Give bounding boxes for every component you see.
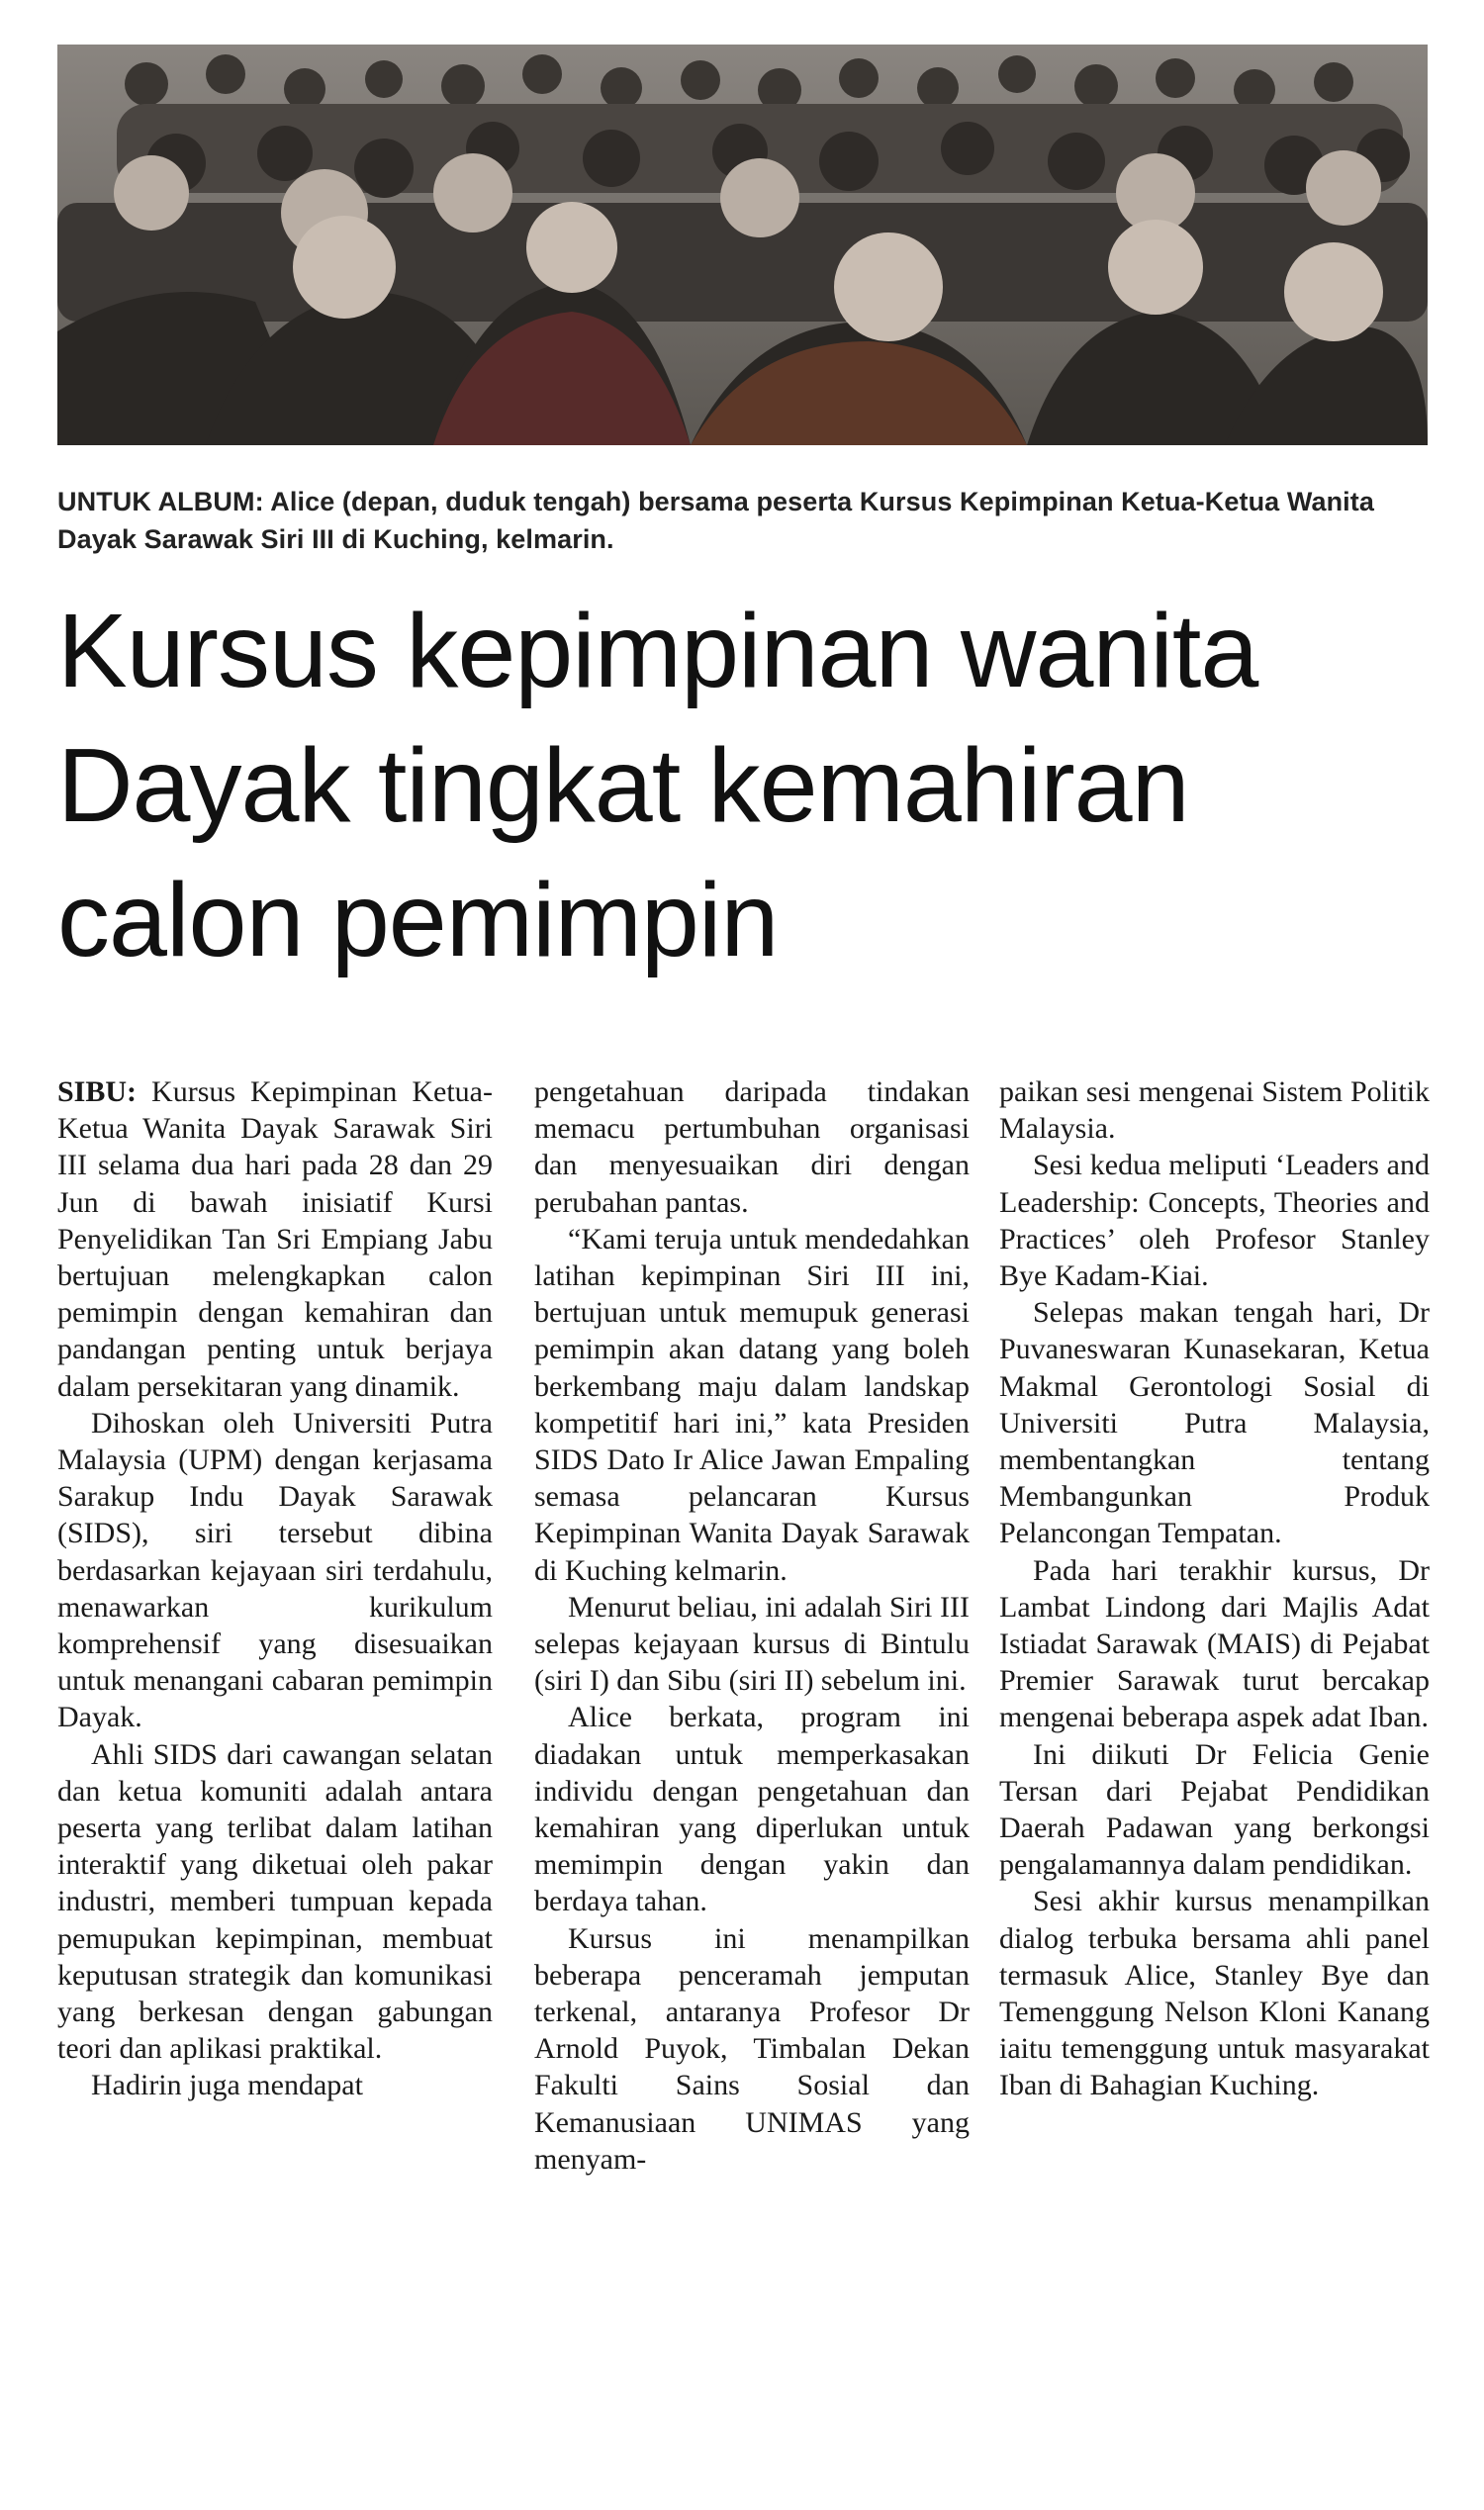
article-paragraph: Ini diikuti Dr Felicia Genie Tersan dari Pejabat Pendidikan Daerah Padawan yang berkongsi pengalamannya dalam pendidikan. (999, 1737, 1430, 1882)
article-paragraph: Sesi akhir kursus menampilkan dialog terbuka bersama ahli panel termasuk Alice, Stanley Bye dan Temenggung Nelson Kloni Kanang iaitu temenggung untuk masyarakat Iban di Bahagian Kuching. (999, 1885, 1430, 2102)
article-paragraph: “Kami teruja untuk mendedahkan latihan kepimpinan Siri III ini, bertujuan untuk memupuk generasi pemimpin akan datang yang boleh berkembang maju dalam landskap kompetitif hari ini,” kata Presiden SIDS Dato Ir Alice Jawan Empaling semasa pelancaran Kursus Kepimpinan Wanita Dayak Sarawak di Kuching kelmarin. (534, 1222, 970, 1587)
headline-line-1: Kursus kepimpinan wanita (57, 593, 1258, 709)
article-paragraph: Kursus ini menampilkan beberapa penceramah jemputan terkenal, antaranya Profesor Dr Arnold Puyok, Timbalan Dekan Fakulti Sains Sosial dan Kemanusiaan UNIMAS yang menyam- (534, 1921, 970, 2176)
article-paragraph: Dihoskan oleh Universiti Putra Malaysia (UPM) dengan kerjasama Sarakup Indu Dayak Sarawak (SIDS), siri tersebut dibina berdasarkan kejayaan siri terdahulu, menawarkan kurikulum komprehensif yang disesuaikan untuk menangani cabaran pemimpin Dayak. (57, 1406, 493, 1734)
group-photo (57, 45, 1428, 445)
article-paragraph: Selepas makan tengah hari, Dr Puvaneswaran Kunasekaran, Ketua Makmal Gerontologi Sosial di Universiti Putra Malaysia, membentangkan tentang Membangunkan Produk Pelancongan Tempatan. (999, 1296, 1430, 1550)
article-paragraph: Pada hari terakhir kursus, Dr Lambat Lindong dari Majlis Adat Istiadat Sarawak (MAIS) di Pejabat Premier Sarawak turut bercakap mengenai beberapa aspek adat Iban. (999, 1553, 1430, 1734)
article-column-2 (534, 1073, 970, 2178)
article-paragraph: Ahli SIDS dari cawangan selatan dan ketua komuniti adalah antara peserta yang terlibat dalam latihan interaktif yang diketuai oleh pakar industri, memberi tumpuan kepada pemupukan kepimpinan, membuat keputusan strategik dan komunikasi yang berkesan dengan gabungan teori dan aplikasi praktikal. (57, 1737, 493, 2066)
article-paragraph (57, 1073, 493, 1405)
headline (57, 584, 1442, 987)
caption-text: Alice (depan, duduk tengah) bersama peserta Kursus Kepimpinan Ketua-Ketua Wanita Dayak Sarawak Siri III di Kuching, kelmarin. (57, 487, 1374, 554)
headline-line-3: calon pemimpin (57, 862, 779, 978)
caption-label: UNTUK ALBUM: (57, 487, 264, 516)
group-photo-illustration (57, 45, 1428, 445)
article-paragraph: Sesi kedua meliputi ‘Leaders and Leadership: Concepts, Theories and Practices’ oleh Profesor Stanley Bye Kadam-Kiai. (999, 1149, 1430, 1293)
article-column-3 (999, 1073, 1430, 2104)
article-paragraph: Menurut beliau, ini adalah Siri III selepas kejayaan kursus di Bintulu (siri I) dan Sibu (siri II) sebelum ini. (534, 1590, 970, 1698)
article-paragraph: pengetahuan daripada tindakan memacu pertumbuhan organisasi dan menyesuaikan diri dengan perubahan pantas. (534, 1075, 970, 1219)
paragraph-text: Kursus Kepimpinan Ketua-Ketua Wanita Dayak Sarawak Siri III selama dua hari pada 28 dan 29 Jun di bawah inisiatif Kursi Penyelidikan Tan Sri Empiang Jabu bertujuan melengkapkan calon pemimpin dengan kemahiran dan pandangan penting untuk berjaya dalam persekitaran yang dinamik. (57, 1075, 493, 1403)
headline-line-2: Dayak tingkat kemahiran (57, 727, 1189, 844)
dateline: SIBU: (57, 1075, 138, 1108)
article-paragraph: Hadirin juga mendapat (91, 2069, 363, 2102)
article-column-1 (57, 1073, 493, 2104)
article-paragraph: Alice berkata, program ini diadakan untuk memperkasakan individu dengan pengetahuan dan kemahiran yang diperlukan untuk memimpin dengan yakin dan berdaya tahan. (534, 1701, 970, 1918)
photo-caption (57, 483, 1433, 558)
article-paragraph: paikan sesi mengenai Sistem Politik Malaysia. (999, 1075, 1430, 1146)
